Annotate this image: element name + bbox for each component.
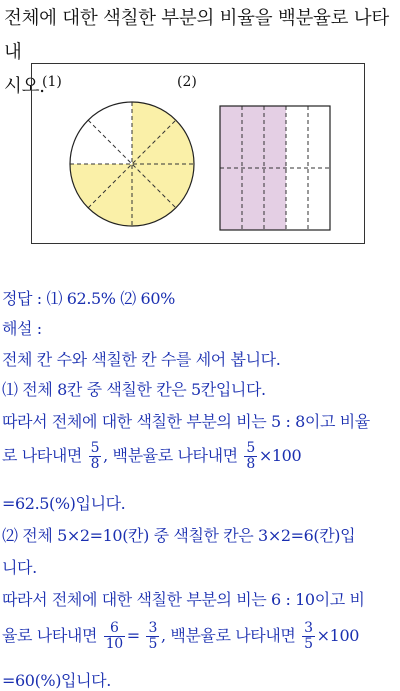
explanation-line-1: 전체 칸 수와 색칠한 칸 수를 세어 봅니다.: [2, 350, 281, 369]
part2-line-4: [2, 621, 398, 652]
fraction-5-8: $\frac{5}{8}$: [90, 440, 100, 472]
fraction-3-5-second: $\frac{3}{5}$: [304, 620, 313, 652]
part2-line-4-middle: , 백분율로 나타내면: [160, 626, 296, 645]
part1-line-3-suffix: ×100: [258, 446, 302, 465]
circle-diagram: [70, 102, 194, 226]
part2-line-3: 따라서 전체에 대한 색칠한 부분의 비는 6 : 10이고 비: [2, 590, 365, 609]
rectangle-diagram: [220, 106, 330, 230]
question-line-2: 시오.: [4, 76, 45, 97]
explanation-label: 해설 :: [2, 319, 42, 338]
part1-line-3-prefix: 로 나타내면: [2, 446, 82, 465]
part2-line-2: 니다.: [2, 558, 37, 577]
equals-sign: =: [126, 626, 140, 645]
part2-line-4-prefix: 율로 나타내면: [2, 626, 98, 645]
figure-label-1: (1): [42, 74, 62, 90]
fraction-6-10: $\frac{6}{10}$: [105, 620, 123, 652]
fraction-5-8-second: $\frac{5}{8}$: [246, 440, 255, 472]
fraction-3-5: $\frac{3}{5}$: [148, 620, 157, 652]
part1-line-3: [2, 441, 398, 472]
part2-line-4-suffix: ×100: [316, 626, 360, 645]
part1-line-2: 따라서 전체에 대한 색칠한 부분의 비는 5 : 8이고 비율: [2, 412, 370, 431]
part1-line-3-middle: , 백분율로 나타내면: [103, 446, 238, 465]
question-line-1: 전체에 대한 색칠한 부분의 비율을 백분율로 나타내: [4, 8, 389, 63]
part1-line-1: ⑴ 전체 8칸 중 색칠한 칸은 5칸입니다.: [2, 380, 266, 399]
part1-line-4: =62.5(%)입니다.: [2, 494, 126, 513]
figure-box: [31, 63, 365, 244]
part2-line-1: ⑵ 전체 5×2=10(칸) 중 색칠한 칸은 3×2=6(칸)입: [2, 526, 356, 545]
figure-drawing: [32, 64, 364, 243]
answer-title: 정답 : ⑴ 62.5% ⑵ 60%: [2, 289, 175, 308]
figure-label-2: (2): [177, 74, 197, 90]
part2-line-5: =60(%)입니다.: [2, 671, 111, 690]
